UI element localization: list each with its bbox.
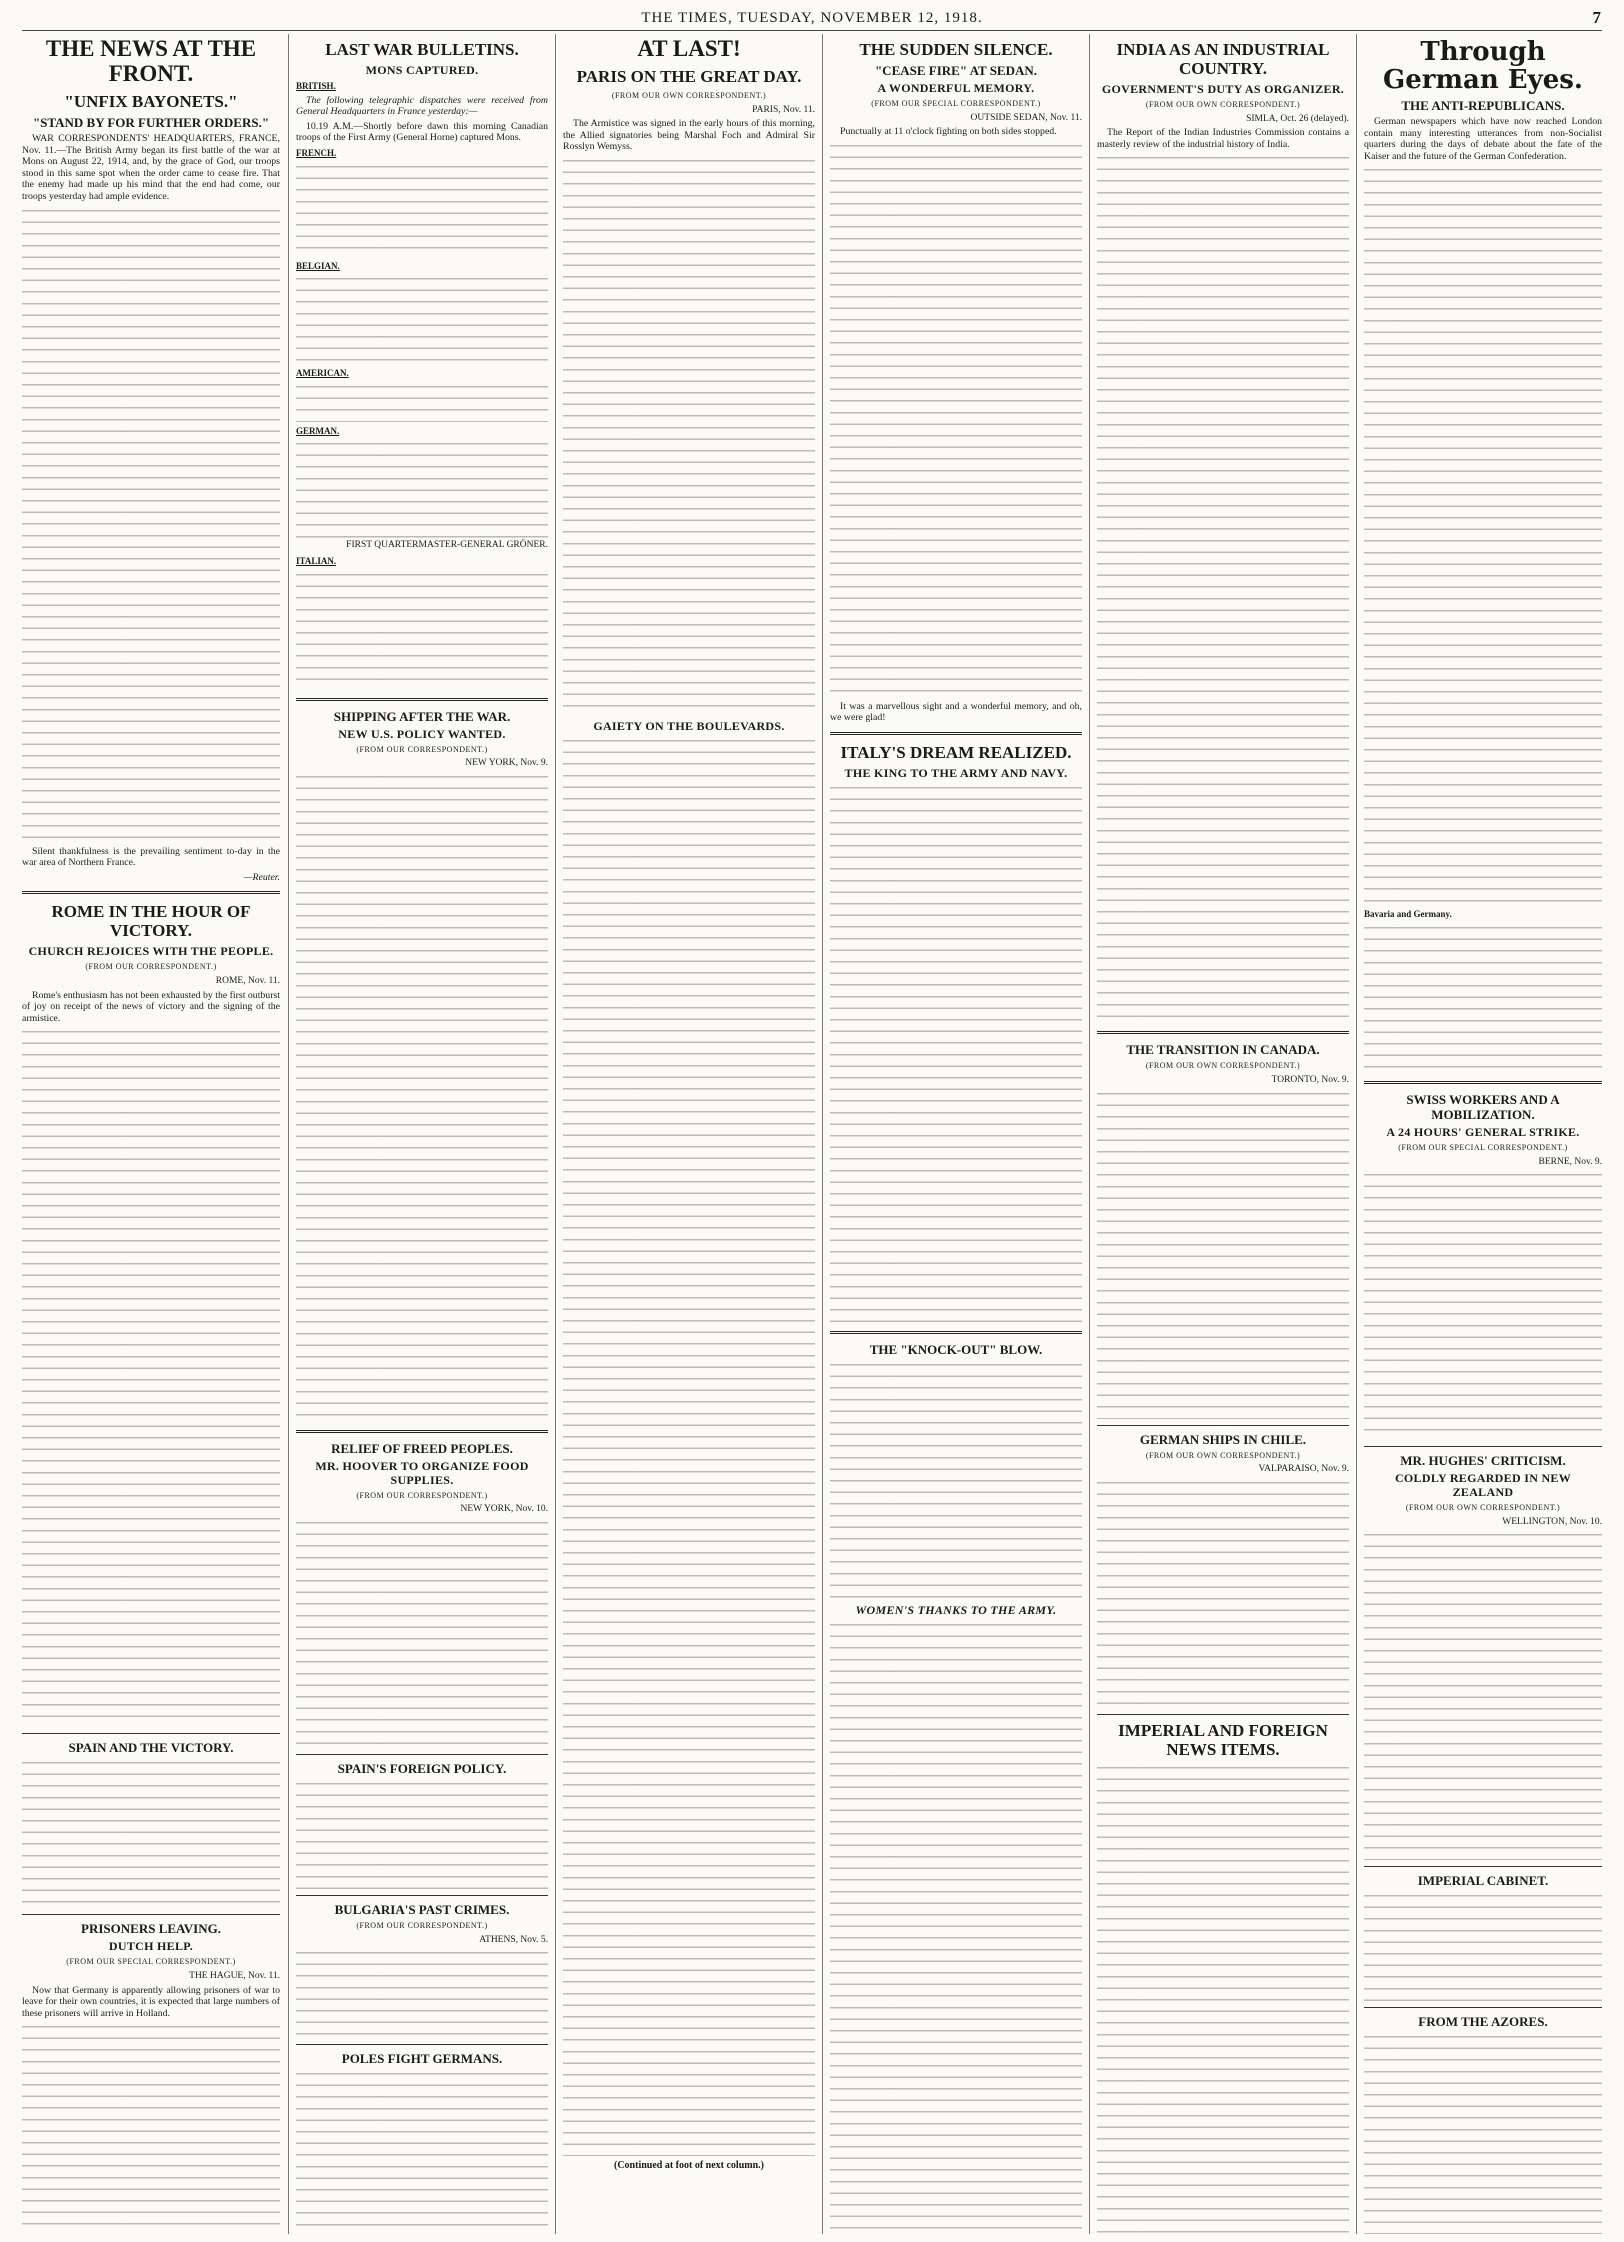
byline: (FROM OUR OWN CORRESPONDENT.) bbox=[611, 91, 767, 100]
section-divider bbox=[1097, 1031, 1349, 1034]
bulletin-text bbox=[296, 570, 548, 690]
headline-poles: POLES FIGHT GERMANS. bbox=[341, 2051, 503, 2067]
column-3 bbox=[563, 34, 815, 2234]
subhead-dutch-help: DUTCH HELP. bbox=[108, 1939, 194, 1954]
section-label-belgian: BELGIAN. bbox=[296, 260, 340, 271]
bulletin-signoff: FIRST QUARTERMASTER-GENERAL GRÖNER. bbox=[346, 540, 548, 551]
column-rule bbox=[555, 34, 556, 2234]
bulletin-lead: 10.19 A.M.—Shortly before dawn this morning Canadian troops of the First Army (General Horne) captured Mons. bbox=[296, 120, 548, 144]
section-label-american: AMERICAN. bbox=[296, 368, 349, 379]
article-lead: Rome's enthusiasm has not been exhausted by the first outburst of joy on receipt of the news of victory and the signing of the armistice. bbox=[22, 989, 280, 1024]
article-body-text bbox=[1364, 165, 1602, 905]
column-4 bbox=[830, 34, 1082, 2234]
dateline: VALPARAISO, Nov. 9. bbox=[1258, 1464, 1349, 1475]
section-divider bbox=[22, 891, 280, 894]
article-body-text bbox=[1364, 2032, 1602, 2234]
headline-india-industrial: INDIA AS AN INDUSTRIAL COUNTRY. bbox=[1116, 40, 1330, 78]
subhead-wonderful-memory: A WONDERFUL MEMORY. bbox=[877, 81, 1035, 95]
section-label-italian: ITALIAN. bbox=[296, 555, 337, 566]
headline-german-ships-chile: GERMAN SHIPS IN CHILE. bbox=[1139, 1431, 1307, 1447]
article-body-text bbox=[22, 1027, 280, 1727]
article-lead: WAR CORRESPONDENTS' HEADQUARTERS, FRANCE, Nov. 11.—The British Army began its first battle of the war at Mons on August 22, 1914, and, by the grace of God, our troops stood in this same spot when the order came to cease fire. That the enemy had made up his mind that the end had come, our troops yesterday had ample evidence. bbox=[22, 133, 280, 202]
section-divider bbox=[22, 1733, 280, 1734]
column-rule bbox=[288, 34, 289, 2234]
section-divider bbox=[296, 698, 548, 701]
byline: (FROM OUR SPECIAL CORRESPONDENT.) bbox=[1398, 1142, 1568, 1152]
subhead-general-strike: A 24 HOURS' GENERAL STRIKE. bbox=[1386, 1124, 1580, 1139]
article-body-text bbox=[830, 1620, 1082, 2234]
byline: (FROM OUR OWN CORRESPONDENT.) bbox=[1145, 1450, 1301, 1460]
article-lead: German newspapers which have now reached London contain many interesting utterances from non-Socialist quarters during the days of debate about the fate of the Kaiser and the future of the German Confederation. bbox=[1364, 116, 1602, 162]
headline-knock-out: THE "KNOCK-OUT" BLOW. bbox=[869, 1341, 1043, 1357]
article-lead: The Report of the Indian Industries Commission contains a masterly review of the industrial history of India. bbox=[1097, 127, 1349, 150]
subhead-church-rejoices: CHURCH REJOICES WITH THE PEOPLE. bbox=[28, 944, 274, 959]
headline-swiss-workers: SWISS WORKERS AND A MOBILIZATION. bbox=[1406, 1091, 1560, 1122]
column-6 bbox=[1364, 34, 1602, 2234]
subhead-stand-by: "STAND BY FOR FURTHER ORDERS." bbox=[32, 115, 270, 130]
article-signoff: —Reuter. bbox=[243, 871, 280, 883]
bulletin-text bbox=[296, 439, 548, 539]
byline: (FROM OUR SPECIAL CORRESPONDENT.) bbox=[871, 99, 1041, 108]
section-label-british: BRITISH. bbox=[296, 81, 336, 91]
article-body-text bbox=[563, 156, 815, 716]
byline: (FROM OUR SPECIAL CORRESPONDENT.) bbox=[66, 1957, 236, 1967]
page-number: 7 bbox=[1592, 8, 1602, 27]
article-body-text bbox=[1364, 1170, 1602, 1440]
headline-news-at-front: THE NEWS AT THE FRONT. bbox=[45, 36, 257, 86]
headline-imperial-foreign: IMPERIAL AND FOREIGN NEWS ITEMS. bbox=[1118, 1720, 1328, 1759]
dateline: WELLINGTON, Nov. 10. bbox=[1502, 1516, 1602, 1527]
article-body-text bbox=[296, 1948, 548, 2038]
subhead-mons-captured: MONS CAPTURED. bbox=[365, 63, 479, 77]
article-body-text bbox=[1364, 923, 1602, 1073]
headline-spain-victory: SPAIN AND THE VICTORY. bbox=[68, 1740, 234, 1756]
subhead-government-duty: GOVERNMENT'S DUTY AS ORGANIZER. bbox=[1101, 82, 1345, 96]
dateline: OUTSIDE SEDAN, Nov. 11. bbox=[970, 112, 1082, 123]
section-label-french: FRENCH. bbox=[296, 147, 337, 158]
article-body-text bbox=[296, 2069, 548, 2234]
section-divider bbox=[296, 1430, 548, 1433]
section-divider bbox=[1364, 1081, 1602, 1084]
article-body-text bbox=[296, 1518, 548, 1748]
article-body-text bbox=[22, 206, 280, 846]
headline-at-last: AT LAST! bbox=[637, 36, 741, 61]
subhead-cease-fire: "CEASE FIRE" AT SEDAN. bbox=[874, 63, 1038, 78]
article-body-text bbox=[1097, 1478, 1349, 1708]
bulletin-text bbox=[296, 382, 548, 422]
dateline: SIMLA, Oct. 26 (delayed). bbox=[1246, 113, 1349, 124]
headline-azores: FROM THE AZORES. bbox=[1418, 2014, 1548, 2030]
byline: (FROM OUR OWN CORRESPONDENT.) bbox=[1405, 1503, 1561, 1513]
article-paragraph: Silent thankfulness is the prevailing sentiment to-day in the war area of Northern France. bbox=[22, 845, 280, 869]
dateline: THE HAGUE, Nov. 11. bbox=[189, 1970, 280, 1981]
headline-through-german-eyes: Through German Eyes. bbox=[1383, 37, 1583, 95]
subhead-anti-republicans: THE ANTI-REPUBLICANS. bbox=[1401, 98, 1565, 113]
subhead-new-zealand: COLDLY REGARDED IN NEW ZEALAND bbox=[1394, 1471, 1572, 1500]
article-lead: Now that Germany is apparently allowing prisoners of war to leave for their own countries, it is expected that large numbers of these prisoners will arrive in Holland. bbox=[22, 1984, 280, 2019]
bulletin-text bbox=[296, 162, 548, 257]
subhead-king-to-army: THE KING TO THE ARMY AND NAVY. bbox=[844, 765, 1068, 780]
subhead-women-thanks: WOMEN'S THANKS TO THE ARMY. bbox=[855, 1602, 1057, 1617]
dateline: ATHENS, Nov. 5. bbox=[479, 1934, 548, 1945]
article-body-text bbox=[830, 783, 1082, 1323]
byline: (FROM OUR CORRESPONDENT.) bbox=[356, 1920, 488, 1930]
article-body-text bbox=[563, 736, 815, 2156]
byline: (FROM OUR CORRESPONDENT.) bbox=[85, 962, 217, 972]
section-divider bbox=[1097, 1714, 1349, 1715]
section-divider bbox=[830, 732, 1082, 735]
article-body-text bbox=[22, 2022, 280, 2234]
article-body-text bbox=[1097, 1089, 1349, 1419]
article-body-text bbox=[296, 1779, 548, 1889]
column-rule bbox=[1356, 34, 1357, 2234]
bulletin-text bbox=[296, 274, 548, 364]
continued-note: (Continued at foot of next column.) bbox=[614, 2159, 764, 2171]
column-rule bbox=[1089, 34, 1090, 2234]
article-closing: It was a marvellous sight and a wonderful memory, and oh, we were glad! bbox=[830, 700, 1082, 724]
section-divider bbox=[22, 1914, 280, 1915]
section-divider bbox=[296, 2044, 548, 2045]
article-lead: Punctually at 11 o'clock fighting on both sides stopped. bbox=[840, 126, 1057, 138]
subhead-shipping: NEW U.S. POLICY WANTED. bbox=[338, 726, 506, 741]
dateline: NEW YORK, Nov. 9. bbox=[465, 758, 548, 769]
section-divider bbox=[830, 1331, 1082, 1334]
masthead-title: THE TIMES, TUESDAY, NOVEMBER 12, 1918. bbox=[641, 10, 983, 26]
dateline: BERNE, Nov. 9. bbox=[1538, 1156, 1602, 1167]
section-divider bbox=[1364, 1866, 1602, 1867]
article-body-text bbox=[830, 1360, 1082, 1600]
headline-italy-dream: ITALY'S DREAM REALIZED. bbox=[840, 742, 1072, 762]
dateline: PARIS, Nov. 11. bbox=[752, 104, 815, 115]
masthead bbox=[22, 8, 1602, 31]
bulletin-intro: The following telegraphic dispatches were received from General Headquarters in France yesterday:— bbox=[296, 94, 548, 118]
byline: (FROM OUR CORRESPONDENT.) bbox=[356, 744, 488, 754]
subhead-unfix-bayonets: "UNFIX BAYONETS." bbox=[64, 92, 238, 111]
headline-spain-foreign-policy: SPAIN'S FOREIGN POLICY. bbox=[337, 1760, 507, 1776]
headline-bulgaria: BULGARIA'S PAST CRIMES. bbox=[334, 1901, 510, 1917]
article-lead: The Armistice was signed in the early hours of this morning, the Allied signatories being Marshal Foch and Admiral Sir Rosslyn Wemyss. bbox=[563, 118, 815, 153]
subhead-paris-great-day: PARIS ON THE GREAT DAY. bbox=[576, 67, 802, 86]
section-divider bbox=[296, 1754, 548, 1755]
dateline: TORONTO, Nov. 9. bbox=[1271, 1074, 1349, 1085]
column-1 bbox=[22, 34, 280, 2234]
dateline: NEW YORK, Nov. 10. bbox=[460, 1504, 548, 1515]
article-body-text bbox=[1364, 1530, 1602, 1860]
column-5 bbox=[1097, 34, 1349, 2234]
byline: (FROM OUR OWN CORRESPONDENT.) bbox=[1145, 100, 1301, 109]
headline-rome: ROME IN THE HOUR OF VICTORY. bbox=[51, 902, 251, 941]
article-body-text bbox=[830, 141, 1082, 701]
section-label-bavaria: Bavaria and Germany. bbox=[1364, 909, 1452, 920]
column-rule bbox=[822, 34, 823, 2234]
headline-hughes-criticism: MR. HUGHES' CRITICISM. bbox=[1400, 1453, 1566, 1469]
headline-canada: THE TRANSITION IN CANADA. bbox=[1126, 1042, 1320, 1058]
article-body-text bbox=[1097, 153, 1349, 1023]
section-divider bbox=[1364, 1446, 1602, 1447]
section-divider bbox=[296, 1895, 548, 1896]
article-body-text bbox=[296, 772, 548, 1422]
section-divider bbox=[1364, 2007, 1602, 2008]
headline-imperial-cabinet: IMPERIAL CABINET. bbox=[1417, 1873, 1549, 1889]
byline: (FROM OUR OWN CORRESPONDENT.) bbox=[1145, 1061, 1301, 1071]
dateline: ROME, Nov. 11. bbox=[215, 975, 280, 986]
subhead-hoover: MR. HOOVER TO ORGANIZE FOOD SUPPLIES. bbox=[315, 1458, 529, 1487]
headline-relief: RELIEF OF FREED PEOPLES. bbox=[331, 1440, 513, 1456]
article-body-text bbox=[1364, 1891, 1602, 2001]
subhead-gaiety-boulevards: GAIETY ON THE BOULEVARDS. bbox=[593, 718, 785, 733]
article-body-text bbox=[1097, 1763, 1349, 2234]
headline-last-war-bulletins: LAST WAR BULLETINS. bbox=[325, 40, 519, 59]
headline-prisoners-leaving: PRISONERS LEAVING. bbox=[81, 1921, 221, 1937]
section-divider bbox=[1097, 1425, 1349, 1426]
headline-shipping: SHIPPING AFTER THE WAR. bbox=[333, 708, 511, 724]
headline-sudden-silence: THE SUDDEN SILENCE. bbox=[859, 40, 1053, 59]
section-label-german: GERMAN. bbox=[296, 425, 340, 436]
article-body-text bbox=[22, 1758, 280, 1908]
byline: (FROM OUR CORRESPONDENT.) bbox=[356, 1490, 488, 1500]
column-2 bbox=[296, 34, 548, 2234]
